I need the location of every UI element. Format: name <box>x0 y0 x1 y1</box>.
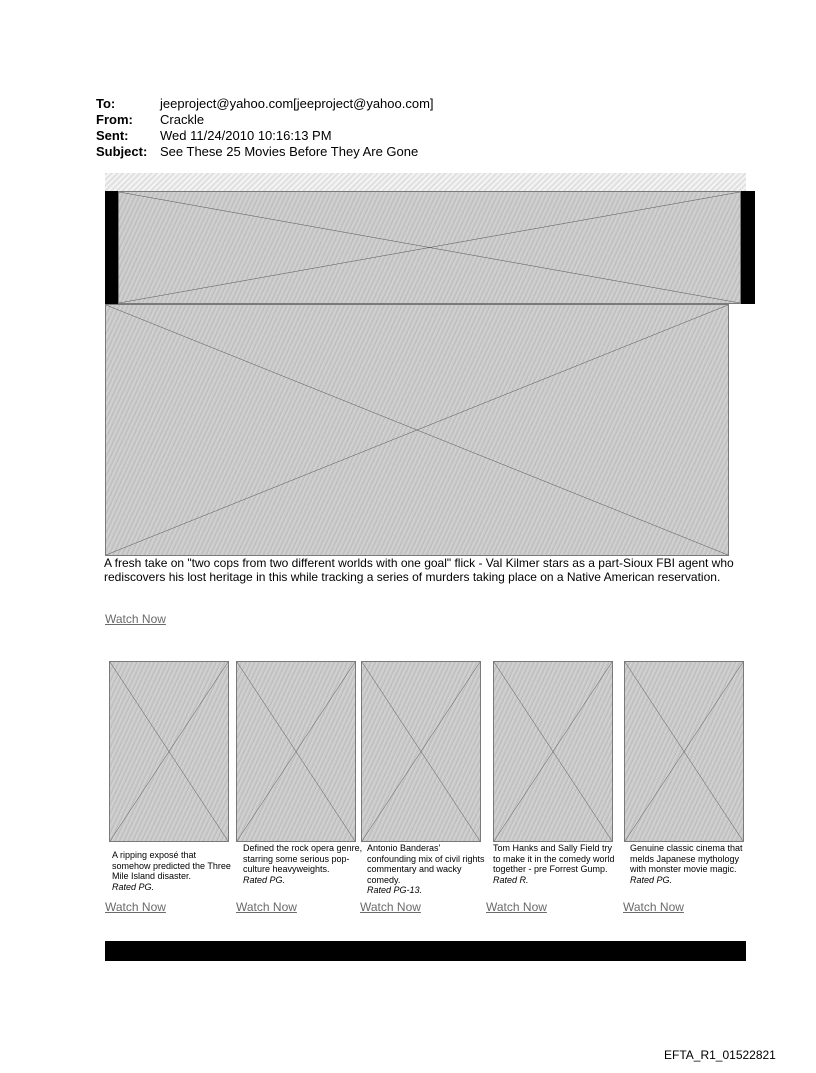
feature-image-placeholder <box>105 304 729 556</box>
broken-image-icon <box>362 662 480 841</box>
watch-now-link-1[interactable]: Watch Now <box>105 900 166 914</box>
rating-text: Rated PG. <box>243 874 286 885</box>
rating-text: Rated PG-13. <box>367 885 423 895</box>
broken-image-icon <box>119 192 740 303</box>
sent-value: Wed 11/24/2010 10:16:13 PM <box>160 128 332 143</box>
movie-blurb-1 <box>112 850 234 892</box>
sent-row <box>96 128 434 144</box>
broken-image-icon <box>625 662 743 841</box>
blurb-text: Defined the rock opera genre, starring some serious pop-culture heavyweights. <box>243 843 363 874</box>
movie-poster-2 <box>236 661 356 842</box>
movie-poster-3 <box>361 661 481 842</box>
movie-blurb-5 <box>630 843 752 885</box>
rating-text: Rated R. <box>493 874 529 885</box>
blurb-text: A ripping exposé that somehow predicted the Three Mile Island disaster. <box>112 850 231 881</box>
movie-poster-1 <box>109 661 229 842</box>
sent-label: Sent: <box>96 128 129 143</box>
subject-row <box>96 144 434 160</box>
top-strip-image <box>105 173 746 191</box>
from-label: From: <box>96 112 133 127</box>
subject-label: Subject: <box>96 144 148 159</box>
movie-blurb-4 <box>493 843 615 885</box>
to-row <box>96 96 434 112</box>
banner-right-edge <box>741 191 755 304</box>
banner-left-edge <box>105 191 118 304</box>
rating-text: Rated PG. <box>112 881 155 892</box>
to-value: jeeproject@yahoo.com[jeeproject@yahoo.com] <box>160 96 434 111</box>
watch-now-link-4[interactable]: Watch Now <box>486 900 547 914</box>
movie-poster-4 <box>493 661 613 842</box>
movie-blurb-2 <box>243 843 365 885</box>
broken-image-icon <box>110 662 228 841</box>
from-row <box>96 112 434 128</box>
broken-image-icon <box>494 662 612 841</box>
watch-now-link-2[interactable]: Watch Now <box>236 900 297 914</box>
from-value: Crackle <box>160 112 205 127</box>
feature-watch-now-link[interactable]: Watch Now <box>105 612 166 626</box>
document-id: EFTA_R1_01522821 <box>664 1048 776 1062</box>
movie-poster-5 <box>624 661 744 842</box>
subject-value: See These 25 Movies Before They Are Gone <box>160 144 419 159</box>
rating-text: Rated PG. <box>630 874 673 885</box>
feature-description: A fresh take on "two cops from two different worlds with one goal" flick - Val Kilmer stars as a part-Sioux FBI agent who rediscovers his lost heritage in this while tracking a series of murders taking place on a Native American reservation. <box>104 556 734 584</box>
email-header <box>96 96 434 160</box>
blurb-text: Antonio Banderas' confounding mix of civil rights commentary and wacky comedy. <box>367 843 485 885</box>
watch-now-link-5[interactable]: Watch Now <box>623 900 684 914</box>
broken-image-icon <box>237 662 355 841</box>
broken-image-icon <box>106 305 728 555</box>
blurb-text: Tom Hanks and Sally Field try to make it in the comedy world together - pre Forrest Gump. <box>493 843 615 874</box>
blurb-text: Genuine classic cinema that melds Japanese mythology with monster movie magic. <box>630 843 743 874</box>
movie-blurb-3 <box>367 843 489 896</box>
footer-bar <box>105 941 746 961</box>
banner-image-placeholder <box>118 191 741 304</box>
to-label: To: <box>96 96 116 111</box>
watch-now-link-3[interactable]: Watch Now <box>360 900 421 914</box>
